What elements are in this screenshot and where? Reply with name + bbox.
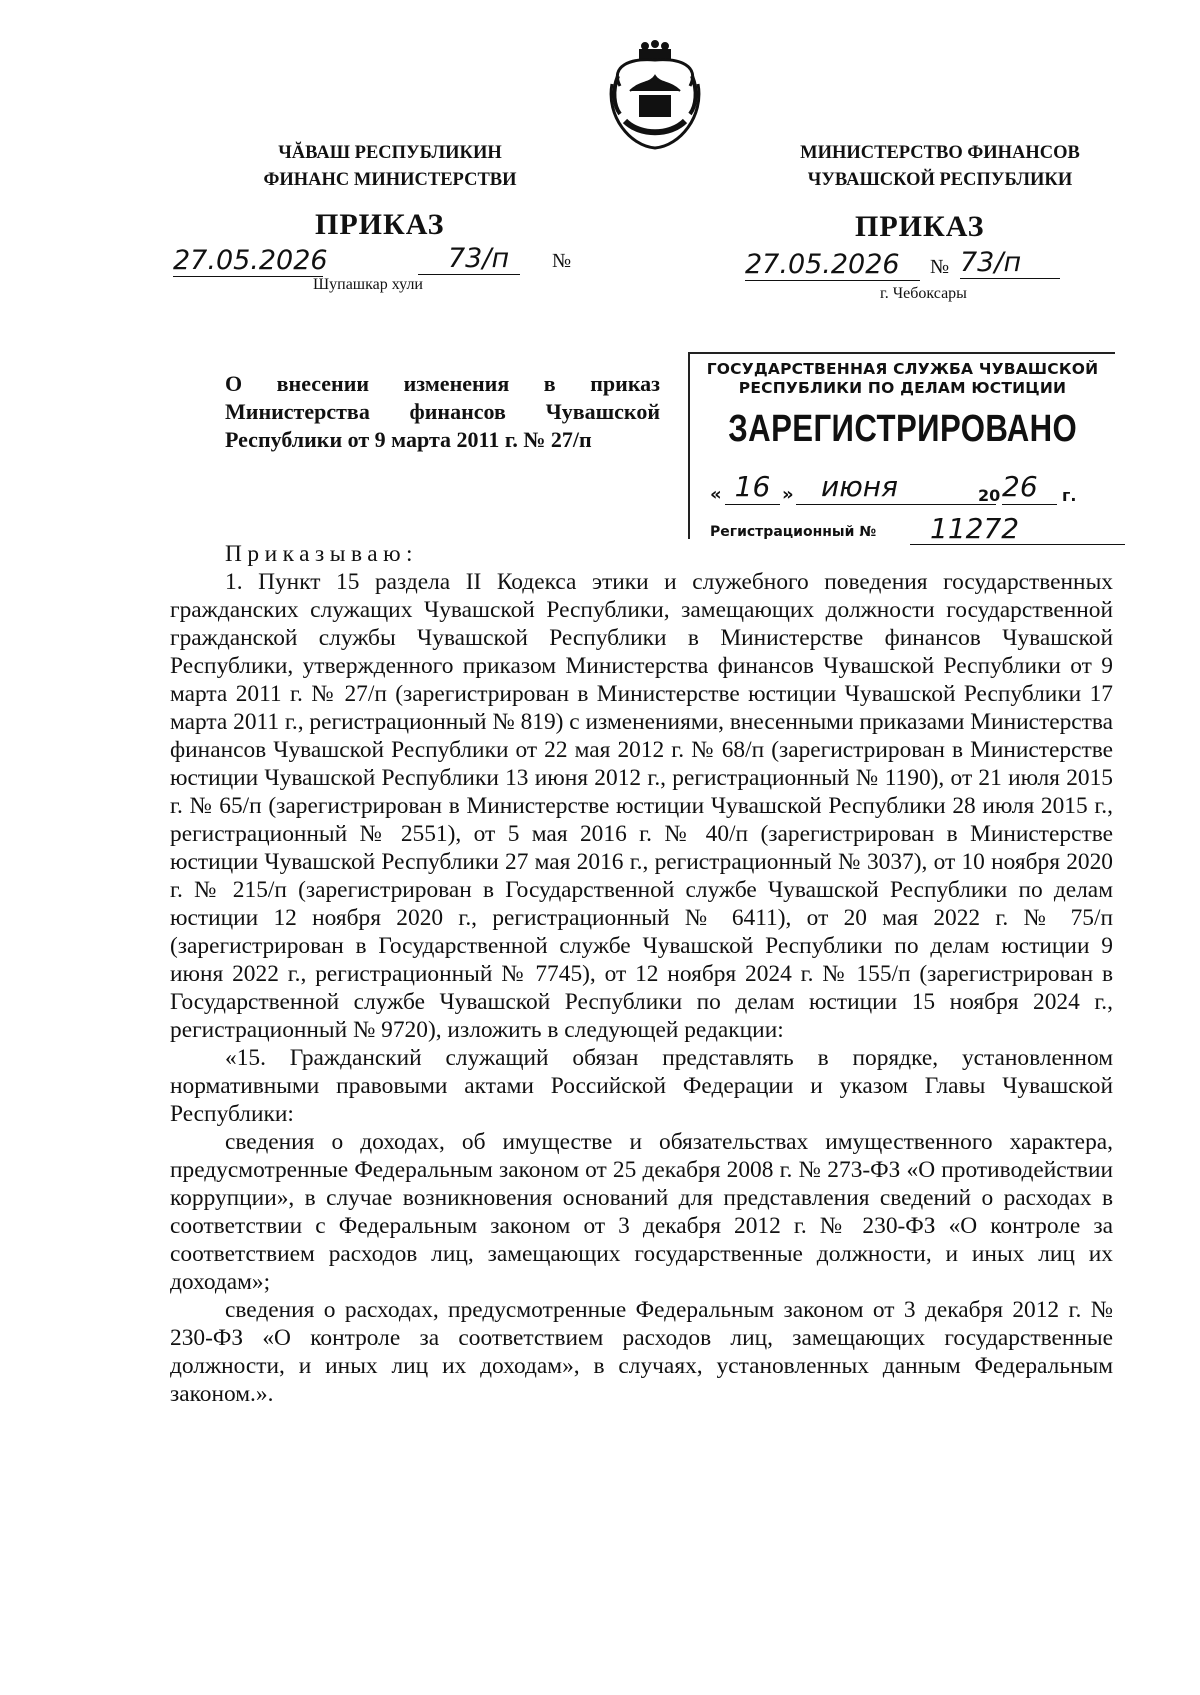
paragraph-2: «15. Гражданский служащий обязан представлять в порядке, установленном нормативными правовыми актами Российской Федерации и указом Главы Чувашской Республики:: [170, 1045, 1113, 1127]
stamp-year: 26: [1002, 470, 1057, 505]
header-right-line1: МИНИСТЕРСТВО ФИНАНСОВ: [800, 143, 1080, 163]
order-date-right: 27.05.2026: [745, 250, 920, 281]
order-title-right: ПРИКАЗ: [855, 210, 985, 243]
header-right: [780, 140, 1100, 194]
order-title-left: ПРИКАЗ: [315, 208, 445, 241]
stamp-agency-line1: ГОСУДАРСТВЕННАЯ СЛУЖБА ЧУВАШСКОЙ: [706, 360, 1099, 378]
registration-stamp: [688, 352, 1115, 545]
header-left-line1: ЧĂВАШ РЕСПУБЛИКИН: [278, 143, 502, 163]
stamp-year-prefix: 20: [978, 486, 1001, 505]
order-number-right: 73/п: [960, 248, 1060, 279]
number-sign-left: №: [552, 250, 572, 272]
city-left: Шупашкар хули: [313, 276, 423, 293]
document-body: [170, 540, 1113, 1408]
stamp-date-row: [710, 470, 1110, 510]
stamp-day: 16: [725, 470, 780, 505]
stamp-agency-line2: РЕСПУБЛИКИ ПО ДЕЛАМ ЮСТИЦИИ: [738, 379, 1067, 397]
stamp-year-suffix: г.: [1062, 486, 1077, 505]
stamp-registered: ЗАРЕГИСТРИРОВАНО: [728, 408, 1078, 450]
paragraph-3: сведения о доходах, об имуществе и обязательствах имущественного характера, предусмотренные Федеральным законом от 25 декабря 2008 г. № 273-ФЗ «О противодействии коррупции», в случае возникновения оснований для представления сведений о расходах в соответствии с Федеральным законом от 3 декабря 2012 г. № 230-ФЗ «О контроле за соответствием расходов лиц, замещающих государственные должности, и иных лиц их доходам»;: [170, 1129, 1113, 1295]
coat-of-arms-emblem: [600, 36, 710, 154]
header-right-line2: ЧУВАШСКОЙ РЕСПУБЛИКИ: [807, 170, 1073, 190]
header-left: [240, 140, 540, 194]
stamp-quote-close: »: [782, 484, 794, 505]
stamp-registration-label: Регистрационный №: [710, 524, 877, 540]
paragraph-4: сведения о расходах, предусмотренные Федеральным законом от 3 декабря 2012 г. № 230-ФЗ «О контроле за соответствием расходов лиц, замещающих государственные должности, и иных лиц их доходам», в случаях, установленных данным Федеральным законом.».: [170, 1297, 1113, 1407]
number-sign-right: №: [930, 256, 950, 278]
stamp-agency: [690, 354, 1115, 398]
paragraph-1: 1. Пункт 15 раздела II Кодекса этики и служебного поведения государственных гражданских служащих Чувашской Республики, замещающих должности государственной гражданской службы Чувашской Республики в Министерстве финансов Чувашской Республики, утвержденного приказом Министерства финансов Чувашской Республики от 9 марта 2011 г. № 27/п (зарегистрирован в Министерстве юстиции Чувашской Республики 17 марта 2011 г., регистрационный № 819) с изменениями, внесенными приказами Министерства финансов Чувашской Республики от 22 мая 2012 г. № 68/п (зарегистрирован в Министерстве юстиции Чувашской Республики 13 июня 2012 г., регистрационный № 1190), от 21 июля 2015 г. № 65/п (зарегистрирован в Министерстве юстиции Чувашской Республики 28 июля 2015 г., регистрационный № 2551), от 5 мая 2016 г. № 40/п (зарегистрирован в Министерстве юстиции Чувашской Республики 27 мая 2016 г., регистрационный № 3037), от 10 ноября 2020 г. № 215/п (зарегистрирован в Государственной службе Чувашской Республики по делам юстиции 12 ноября 2020 г., регистрационный № 6411), от 20 мая 2022 г. № 75/п (зарегистрирован в Государственной службе Чувашской Республики по делам юстиции 9 июня 2022 г., регистрационный № 7745), от 12 ноября 2024 г. № 155/п (зарегистрирован в Государственной службе Чувашской Республики по делам юстиции 15 ноября 2024 г., регистрационный № 9720), изложить в следующей редакции:: [170, 569, 1114, 1043]
orders-word: Приказываю:: [225, 541, 419, 567]
city-right: г. Чебоксары: [880, 285, 967, 302]
order-subject: О внесении изменения в приказ Министерства финансов Чувашской Республики от 9 марта 2011 г. № 27/п: [225, 371, 660, 452]
stamp-quote-open: «: [710, 484, 722, 505]
stamp-registration-number: 11272: [910, 514, 1125, 545]
header-left-line2: ФИНАНС МИНИСТЕРСТВИ: [263, 170, 517, 190]
stamp-month: июня: [796, 470, 996, 505]
order-date-left: 27.05.2026: [173, 245, 328, 276]
order-number-left: 73/п: [418, 244, 520, 275]
